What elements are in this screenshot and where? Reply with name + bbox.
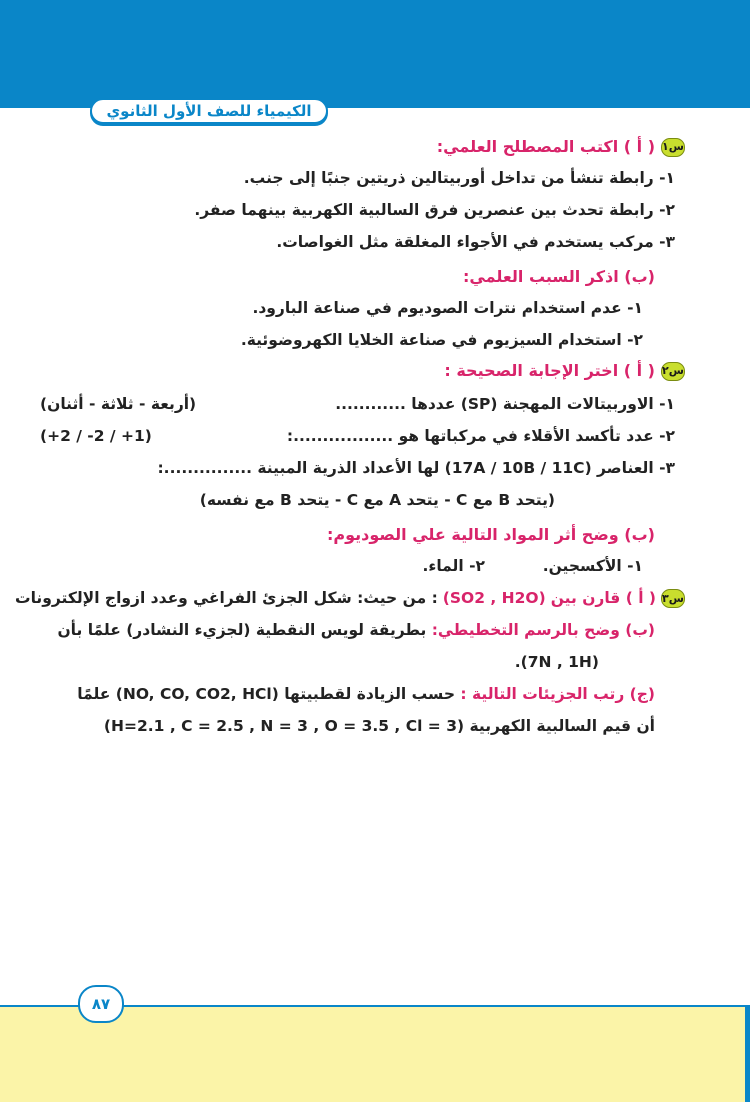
q3-c-heading: (ج) رتب الجزيئات التالية :: [460, 685, 655, 703]
q1-a-heading: [437, 136, 685, 158]
q3-icon: س٣: [661, 589, 685, 608]
q3-c-rest: حسب الزيادة لقطبيتها (NO, CO, CO2, HCl) علمًا: [77, 685, 455, 703]
top-color-band: [0, 0, 750, 108]
q2-a-heading: [444, 360, 685, 382]
q2-icon: س٢: [661, 362, 685, 381]
q1-a-heading-text: ( أ ) اكتب المصطلح العلمي:: [436, 137, 655, 156]
q2-a-item-2-options: (+2 / -2 / +1): [40, 427, 152, 445]
q2-b-heading: (ب) وضح أثر المواد التالية علي الصوديوم:: [326, 525, 655, 544]
q2-a-item-1-options: (أربعة - ثلاثة - أثنان): [40, 395, 197, 413]
page-number: [78, 985, 124, 1023]
q3-a-heading: ( أ ) قارن بين: [550, 589, 656, 607]
q3-b-line-2: (7N , 1H).: [514, 653, 599, 671]
q3-a-rest: : من حيث: شكل الجزئ الفراغي وعدد ازواج الإلكترونات: [15, 589, 438, 607]
q2-a-item-3-options: (يتحد B مع C - يتحد A مع C - يتحد B مع نفسه): [199, 491, 555, 509]
q1-b-item-1: ١- عدم استخدام نترات الصوديوم في صناعة البارود.: [252, 299, 643, 317]
q3-c-line-2: أن قيم السالبية الكهربية (H=2.1 , C = 2.5 , N = 3 , O = 3.5 , Cl = 3): [103, 717, 655, 735]
q2-a-item-3-prefix: ٣- العناصر (: [584, 459, 675, 477]
q1-a-item-2: ٢- رابطة تحدث بين عنصرين فرق السالبية الكهربية بينهما صفر.: [194, 201, 675, 219]
q2-a-item-3: [157, 458, 675, 479]
q2-a-item-3-elements: 17A / 10B / 11C: [451, 459, 585, 477]
q2-b-item-1: ١- الأكسجين.: [542, 557, 643, 575]
q1-a-item-3: ٣- مركب يستخدم في الأجواء المغلقة مثل الغواصات.: [276, 233, 675, 251]
q3-b-line: [57, 620, 655, 641]
q1-a-item-1: ١- رابطة تنشأ من تداخل أوربيتالين ذريتين جنبًا إلى جنب.: [243, 169, 675, 187]
book-title: [90, 98, 328, 124]
q2-a-heading-text: ( أ ) اختر الإجابة الصحيحة :: [444, 361, 655, 380]
q1-icon: س١: [661, 138, 685, 157]
q2-a-item-1: ١- الاوربيتالات المهجنة (SP) عددها ............: [335, 395, 675, 413]
q1-b-item-2: ٢- استخدام السيزيوم في صناعة الخلايا الكهروضوئية.: [240, 331, 643, 349]
page-number-text: ٨٧: [91, 995, 111, 1013]
q2-a-item-2: ٢- عدد تأكسد الأقلاء في مركباتها هو .................:: [286, 427, 675, 445]
q2-b-item-2: ٢- الماء.: [422, 557, 485, 575]
q3-c-line: [77, 684, 655, 705]
q2-a-item-3-suffix: ) لها الأعداد الذرية المبينة ...............:: [157, 459, 452, 477]
q1-b-heading: (ب) اذكر السبب العلمي:: [463, 267, 655, 286]
book-title-text: الكيمياء للصف الأول الثانوي: [106, 102, 312, 120]
q3-b-rest: بطريقة لويس النقطية (لجزيء النشادر) علمًا بأن: [57, 621, 427, 639]
q3-b-heading: (ب) وضح بالرسم التخطيطي:: [431, 621, 655, 639]
q3-a-line: [15, 588, 685, 609]
q3-a-formula: (SO2 , H2O): [442, 589, 546, 607]
right-edge-strip: [745, 1005, 750, 1102]
